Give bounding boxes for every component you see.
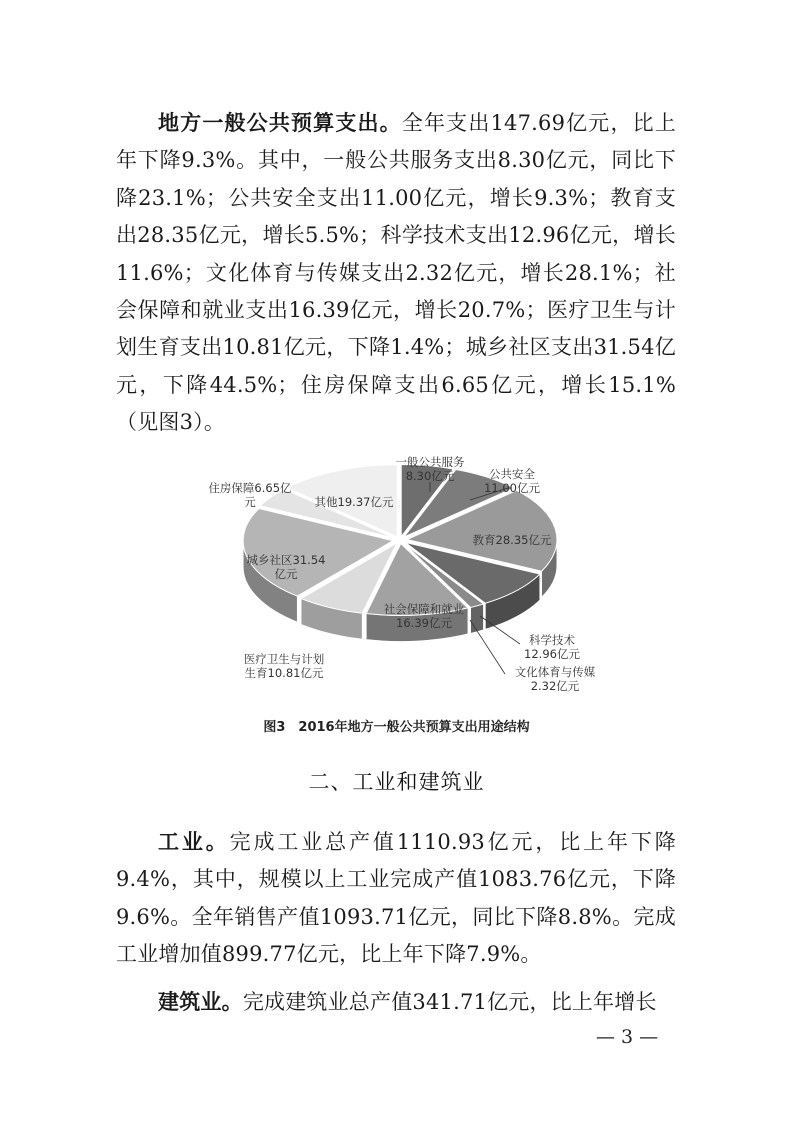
paragraph-text: 完成建筑业总产值341.71亿元，比上年增长 <box>242 990 657 1014</box>
slice-label-line1: 一般公共服务 <box>395 455 465 469</box>
pie-slice-side <box>471 604 484 633</box>
section-heading: 二、工业和建筑业 <box>308 770 485 794</box>
paragraph-industry <box>116 824 676 974</box>
slice-label-line2: 2.32亿元 <box>530 679 580 693</box>
slice-label-line1: 城乡社区31.54 <box>246 553 326 567</box>
paragraph-budget-expenditure <box>116 105 676 442</box>
paragraph-construction <box>116 984 676 1021</box>
paragraph-text: 完成工业总产值1110.93亿元，比上年下降9.4%，其中，规模以上工业完成产值1083.76亿元，下降9.6%。全年销售产值1093.71亿元，同比下降8.8%。完成工业增加值899.77亿元，比上年下降7.9%。 <box>116 830 676 967</box>
slice-label-line1: 教育28.35亿元 <box>472 533 552 547</box>
slice-label-line2: 8.30亿元 <box>405 469 455 483</box>
paragraph-lead: 建筑业。 <box>158 990 243 1014</box>
slice-label-line1: 社会保障和就业 <box>383 602 465 616</box>
slice-label-line1: 其他19.37亿元 <box>314 495 394 509</box>
slice-label-line1: 公共安全 <box>489 467 535 481</box>
page-number: — 3 — <box>596 1026 659 1048</box>
expenditure-pie-chart <box>0 448 793 710</box>
slice-label <box>244 652 325 680</box>
paragraph-lead: 工业。 <box>158 830 230 854</box>
slice-label-line1: 文化体育与传媒 <box>514 665 596 679</box>
slice-label <box>484 467 540 495</box>
slice-label-line1: 科学技术 <box>529 633 575 647</box>
slice-label <box>315 495 394 509</box>
paragraph-text: 全年支出147.69亿元，比上年下降9.3%。其中，一般公共服务支出8.30亿元，同比下降23.1%；公共安全支出11.00亿元，增长9.3%；教育支出28.35亿元，增长5.5%；科学技术支出12.96亿元，增长11.6%；文化体育与传媒支出2.32亿元，增长28.1%；社会保障和就业支出16.39亿元，增长20.7%；医疗卫生与计划生育支出10.81亿元，下降1.4%；城乡社区支出31.54亿元，下降44.5%；住房保障支出6.65亿元，增长15.1%（见图3）。 <box>116 111 676 435</box>
slice-label-line1: 住房保障6.65亿 <box>208 481 292 495</box>
slice-label-line2: 11.00亿元 <box>484 481 540 495</box>
slice-label-line2: 生育10.81亿元 <box>244 666 324 680</box>
slice-label <box>515 665 596 693</box>
slice-label <box>473 533 552 547</box>
slice-label-line2: 亿元 <box>274 567 298 581</box>
slice-label <box>524 633 580 661</box>
slice-label-line2: 12.96亿元 <box>524 647 580 661</box>
figure-caption: 图3 2016年地方一般公共预算支出用途结构 <box>263 720 530 735</box>
slice-label-line1: 医疗卫生与计划 <box>243 652 325 666</box>
slice-label-line2: 16.39亿元 <box>396 616 452 630</box>
slice-label-line2: 元 <box>244 495 256 509</box>
paragraph-lead: 地方一般公共预算支出。 <box>158 111 402 135</box>
